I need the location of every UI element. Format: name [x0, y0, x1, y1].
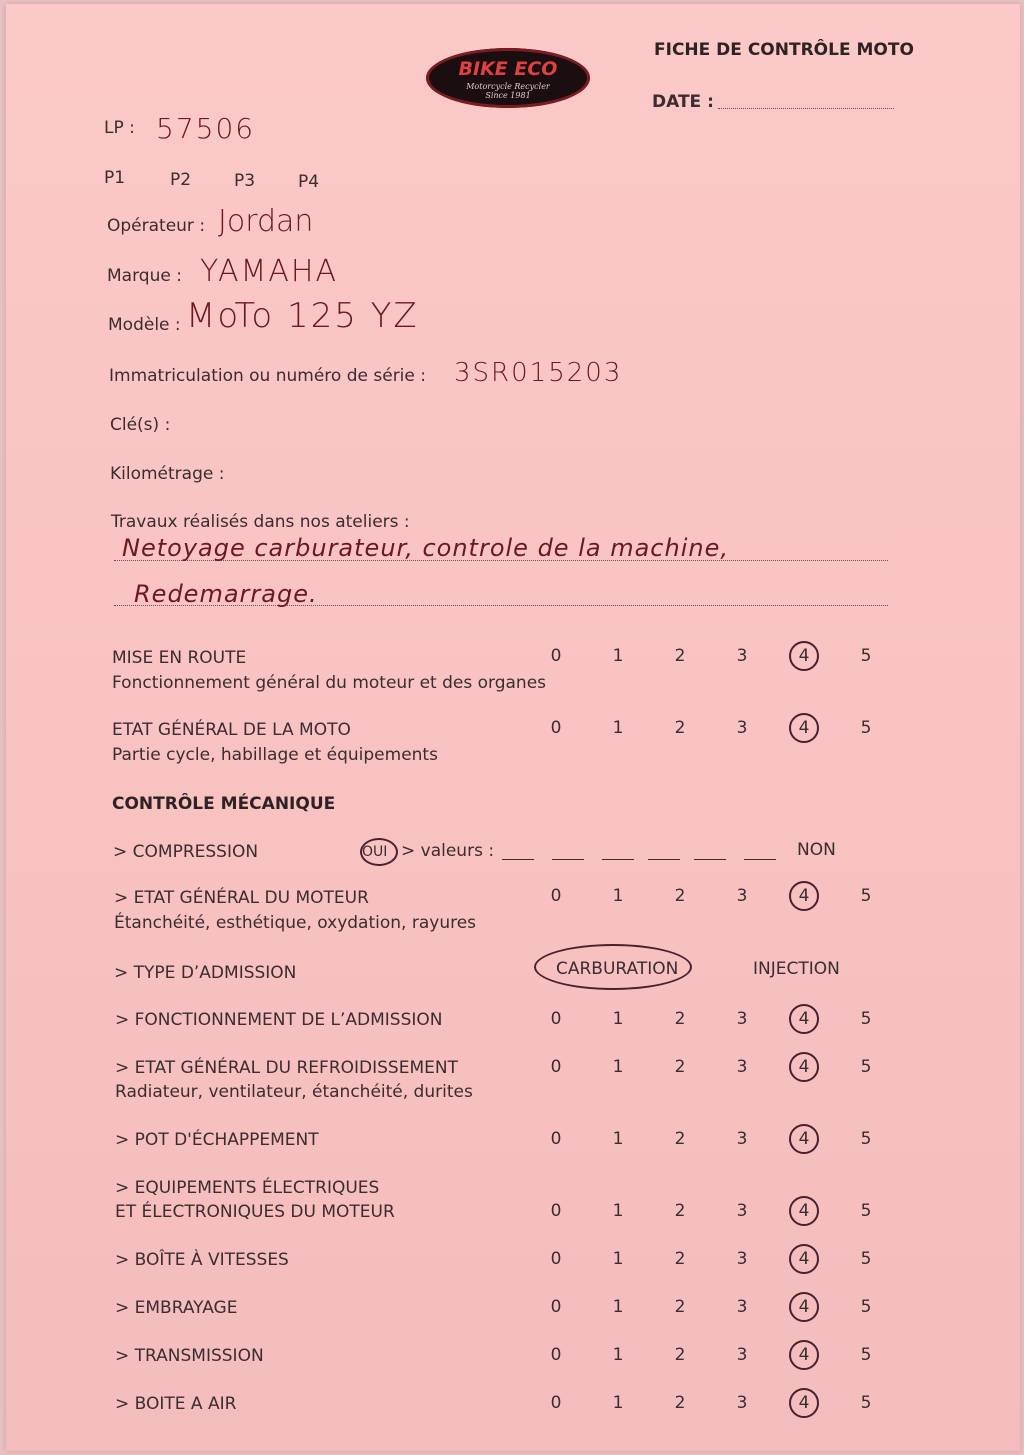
refroidissement-score-3[interactable]: 3 — [736, 1057, 748, 1077]
etat-moteur-score-2[interactable]: 2 — [674, 886, 686, 906]
immat-label: Immatriculation ou numéro de série : — [109, 366, 426, 386]
mise-en-route-selected-circle — [789, 641, 819, 671]
compression-value-blank-5[interactable] — [694, 859, 726, 860]
equipements-electriques-score-5[interactable]: 5 — [860, 1201, 872, 1221]
boite-vitesses-selected-circle — [789, 1244, 819, 1274]
compression-value-blank-4[interactable] — [648, 859, 680, 860]
etat-moteur-score-1[interactable]: 1 — [612, 886, 624, 906]
compression-value-blank-2[interactable] — [552, 859, 584, 860]
etat-moto-score-4[interactable]: 4 — [798, 718, 810, 738]
transmission-score-5[interactable]: 5 — [860, 1345, 872, 1365]
pot-echappement-score-4[interactable]: 4 — [798, 1129, 810, 1149]
cles-label: Clé(s) : — [110, 415, 171, 435]
boite-air-selected-circle — [789, 1388, 819, 1418]
equipements-electriques-score-0[interactable]: 0 — [550, 1201, 562, 1221]
mise-en-route-score-2[interactable]: 2 — [674, 646, 686, 666]
logo-since: Since 1981 — [485, 91, 531, 100]
pot-echappement-score-3[interactable]: 3 — [736, 1129, 748, 1149]
refroidissement-score-4[interactable]: 4 — [798, 1057, 810, 1077]
boite-air-score-0[interactable]: 0 — [550, 1393, 562, 1413]
boite-air-score-3[interactable]: 3 — [736, 1393, 748, 1413]
type-admission-label: > TYPE D’ADMISSION — [114, 963, 297, 983]
marque-value[interactable]: YAMAHA — [200, 254, 339, 289]
marque-label: Marque : — [107, 266, 182, 286]
travaux-text-2[interactable]: Redemarrage. — [134, 580, 318, 608]
refroidissement-score-2[interactable]: 2 — [674, 1057, 686, 1077]
boite-vitesses-score-2[interactable]: 2 — [674, 1249, 686, 1269]
embrayage-title: > EMBRAYAGE — [115, 1298, 238, 1318]
boite-air-score-1[interactable]: 1 — [612, 1393, 624, 1413]
embrayage-selected-circle — [789, 1292, 819, 1322]
embrayage-score-3[interactable]: 3 — [736, 1297, 748, 1317]
position-p3[interactable]: P3 — [234, 171, 256, 191]
etat-moto-selected-circle — [789, 713, 819, 743]
etat-moto-score-3[interactable]: 3 — [736, 718, 748, 738]
admission-fonctionnement-score-3[interactable]: 3 — [736, 1009, 748, 1029]
admission-fonctionnement-selected-circle — [789, 1004, 819, 1034]
refroidissement-score-1[interactable]: 1 — [612, 1057, 624, 1077]
compression-value-blank-1[interactable] — [502, 859, 534, 860]
etat-moteur-selected-circle — [789, 881, 819, 911]
etat-moteur-title: > ETAT GÉNÉRAL DU MOTEUR — [114, 888, 369, 908]
etat-moto-score-2[interactable]: 2 — [674, 718, 686, 738]
transmission-score-2[interactable]: 2 — [674, 1345, 686, 1365]
boite-air-title: > BOITE A AIR — [115, 1394, 237, 1414]
injection-option[interactable]: INJECTION — [753, 959, 840, 979]
refroidissement-score-0[interactable]: 0 — [550, 1057, 562, 1077]
admission-fonctionnement-score-5[interactable]: 5 — [860, 1009, 872, 1029]
position-p1[interactable]: P1 — [104, 168, 126, 188]
equipements-electriques-subtitle: ET ÉLECTRONIQUES DU MOTEUR — [115, 1202, 395, 1222]
pot-echappement-selected-circle — [789, 1124, 819, 1154]
etat-moteur-score-0[interactable]: 0 — [550, 886, 562, 906]
refroidissement-score-5[interactable]: 5 — [860, 1057, 872, 1077]
kilometrage-label: Kilométrage : — [110, 464, 225, 484]
date-label: DATE : — [652, 92, 714, 112]
pot-echappement-score-5[interactable]: 5 — [860, 1129, 872, 1149]
control-sheet — [6, 4, 1020, 1451]
equipements-electriques-selected-circle — [789, 1196, 819, 1226]
boite-vitesses-score-0[interactable]: 0 — [550, 1249, 562, 1269]
mise-en-route-score-3[interactable]: 3 — [736, 646, 748, 666]
etat-moto-score-5[interactable]: 5 — [860, 718, 872, 738]
equipements-electriques-score-2[interactable]: 2 — [674, 1201, 686, 1221]
refroidissement-selected-circle — [789, 1052, 819, 1082]
etat-moto-score-0[interactable]: 0 — [550, 718, 562, 738]
etat-moto-title: ETAT GÉNÉRAL DE LA MOTO — [112, 720, 351, 740]
transmission-score-3[interactable]: 3 — [736, 1345, 748, 1365]
logo-subtitle: Motorcycle Recycler — [466, 82, 550, 91]
etat-moto-subtitle: Partie cycle, habillage et équipements — [112, 745, 438, 765]
date-field[interactable] — [718, 108, 894, 109]
mise-en-route-score-5[interactable]: 5 — [860, 646, 872, 666]
transmission-title: > TRANSMISSION — [115, 1346, 264, 1366]
lp-label: LP : — [104, 118, 135, 138]
embrayage-score-0[interactable]: 0 — [550, 1297, 562, 1317]
admission-fonctionnement-title: > FONCTIONNEMENT DE L’ADMISSION — [115, 1010, 443, 1030]
embrayage-score-1[interactable]: 1 — [612, 1297, 624, 1317]
modele-value[interactable]: MoTo 125 YZ — [186, 296, 419, 336]
compression-valeurs-label: > valeurs : — [401, 841, 495, 861]
etat-moteur-score-3[interactable]: 3 — [736, 886, 748, 906]
embrayage-score-5[interactable]: 5 — [860, 1297, 872, 1317]
equipements-electriques-score-4[interactable]: 4 — [798, 1201, 810, 1221]
admission-fonctionnement-score-0[interactable]: 0 — [550, 1009, 562, 1029]
operateur-label: Opérateur : — [107, 216, 206, 236]
compression-value-blank-3[interactable] — [602, 859, 634, 860]
bike-eco-logo — [426, 48, 590, 108]
mise-en-route-score-0[interactable]: 0 — [550, 646, 562, 666]
equipements-electriques-title: > EQUIPEMENTS ÉLECTRIQUES — [115, 1178, 380, 1198]
admission-fonctionnement-score-1[interactable]: 1 — [612, 1009, 624, 1029]
lp-value[interactable]: 57506 — [156, 112, 256, 145]
refroidissement-title: > ETAT GÉNÉRAL DU REFROIDISSEMENT — [115, 1058, 458, 1078]
boite-air-score-2[interactable]: 2 — [674, 1393, 686, 1413]
embrayage-score-4[interactable]: 4 — [798, 1297, 810, 1317]
mise-en-route-score-4[interactable]: 4 — [798, 646, 810, 666]
admission-fonctionnement-score-2[interactable]: 2 — [674, 1009, 686, 1029]
compression-oui-option[interactable]: OUI — [362, 844, 388, 860]
pot-echappement-score-0[interactable]: 0 — [550, 1129, 562, 1149]
admission-fonctionnement-score-4[interactable]: 4 — [798, 1009, 810, 1029]
boite-vitesses-score-5[interactable]: 5 — [860, 1249, 872, 1269]
mise-en-route-subtitle: Fonctionnement général du moteur et des organes — [112, 673, 547, 693]
etat-moteur-score-4[interactable]: 4 — [798, 886, 810, 906]
position-p2[interactable]: P2 — [170, 170, 192, 190]
position-p4[interactable]: P4 — [298, 172, 320, 192]
etat-moteur-subtitle: Étanchéité, esthétique, oxydation, rayures — [114, 913, 477, 933]
modele-label: Modèle : — [108, 315, 181, 335]
equipements-electriques-score-3[interactable]: 3 — [736, 1201, 748, 1221]
mecanique-section-title: CONTRÔLE MÉCANIQUE — [112, 794, 336, 814]
form-title: FICHE DE CONTRÔLE MOTO — [654, 40, 914, 60]
compression-value-blank-6[interactable] — [744, 859, 776, 860]
etat-moteur-score-5[interactable]: 5 — [860, 886, 872, 906]
compression-label: > COMPRESSION — [113, 842, 259, 862]
boite-vitesses-score-4[interactable]: 4 — [798, 1249, 810, 1269]
transmission-score-0[interactable]: 0 — [550, 1345, 562, 1365]
pot-echappement-score-2[interactable]: 2 — [674, 1129, 686, 1149]
transmission-score-4[interactable]: 4 — [798, 1345, 810, 1365]
boite-vitesses-score-3[interactable]: 3 — [736, 1249, 748, 1269]
pot-echappement-title: > POT D'ÉCHAPPEMENT — [115, 1130, 319, 1150]
boite-vitesses-score-1[interactable]: 1 — [612, 1249, 624, 1269]
travaux-text-1[interactable]: Netoyage carburateur, controle de la machine, — [122, 534, 729, 562]
boite-air-score-4[interactable]: 4 — [798, 1393, 810, 1413]
equipements-electriques-score-1[interactable]: 1 — [612, 1201, 624, 1221]
refroidissement-subtitle: Radiateur, ventilateur, étanchéité, durites — [115, 1082, 473, 1102]
compression-non-option[interactable]: NON — [797, 840, 836, 860]
carburation-option[interactable]: CARBURATION — [556, 959, 679, 979]
embrayage-score-2[interactable]: 2 — [674, 1297, 686, 1317]
transmission-score-1[interactable]: 1 — [612, 1345, 624, 1365]
logo-title: BIKE ECO — [458, 58, 558, 80]
etat-moto-score-1[interactable]: 1 — [612, 718, 624, 738]
mise-en-route-score-1[interactable]: 1 — [612, 646, 624, 666]
boite-air-score-5[interactable]: 5 — [860, 1393, 872, 1413]
transmission-selected-circle — [789, 1340, 819, 1370]
travaux-label: Travaux réalisés dans nos ateliers : — [111, 512, 410, 532]
immat-value[interactable]: 3SR015203 — [454, 358, 623, 388]
pot-echappement-score-1[interactable]: 1 — [612, 1129, 624, 1149]
boite-vitesses-title: > BOÎTE À VITESSES — [115, 1250, 289, 1270]
mise-en-route-title: MISE EN ROUTE — [112, 648, 247, 668]
operateur-value[interactable]: Jordan — [218, 204, 314, 239]
